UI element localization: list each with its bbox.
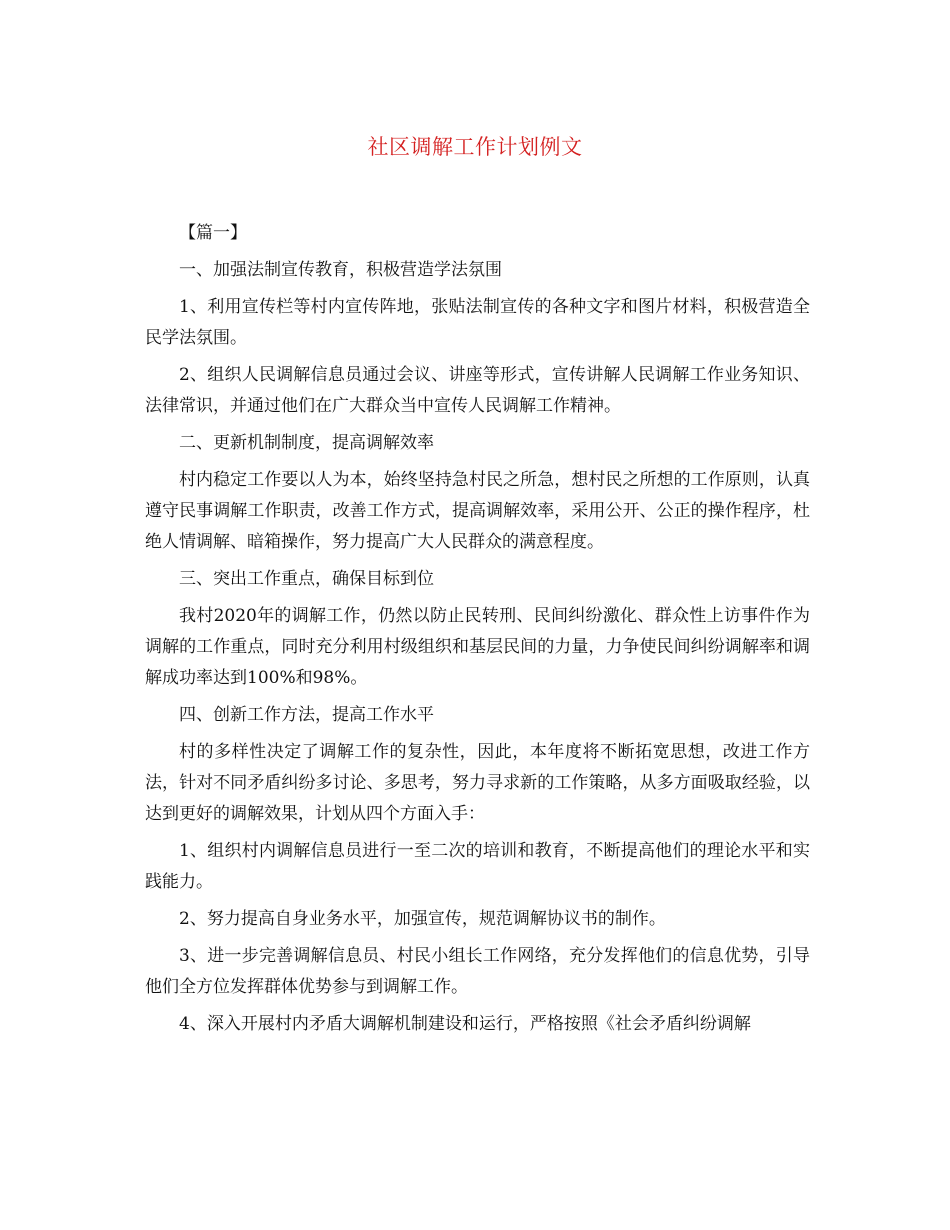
paragraph: 2、组织人民调解信息员通过会议、讲座等形式，宣传讲解人民调解工作业务知识、法律常识，并通过他们在广大群众当中宣传人民调解工作精神。 xyxy=(145,365,810,416)
paragraph: 1、利用宣传栏等村内宣传阵地，张贴法制宣传的各种文字和图片材料，积极营造全民学法氛围。 xyxy=(145,297,810,348)
section-label: 【篇一】 xyxy=(179,223,247,243)
paragraph: 1、组织村内调解信息员进行一至二次的培训和教育，不断提高他们的理论水平和实践能力。 xyxy=(145,841,810,892)
paragraph: 3、进一步完善调解信息员、村民小组长工作网络，充分发挥他们的信息优势，引导他们全方位发挥群体优势参与到调解工作。 xyxy=(145,946,810,997)
heading-3: 三、突出工作重点，确保目标到位 xyxy=(179,569,434,589)
document-body xyxy=(145,218,810,1046)
paragraph: 村的多样性决定了调解工作的复杂性，因此，本年度将不断拓宽思想，改进工作方法，针对不同矛盾纠纷多讨论、多思考，努力寻求新的工作策略，从多方面吸取经验，以达到更好的调解效果，计划从四个方面入手： xyxy=(145,742,810,824)
paragraph: 2、努力提高自身业务水平，加强宣传，规范调解协议书的制作。 xyxy=(179,909,666,929)
heading-4: 四、创新工作方法，提高工作水平 xyxy=(179,705,434,725)
document-title: 社区调解工作计划例文 xyxy=(367,135,583,159)
paragraph: 我村2020年的调解工作，仍然以防止民转刑、民间纠纷激化、群众性上访事件作为调解的工作重点，同时充分利用村级组织和基层民间的力量，力争使民间纠纷调解率和调解成功率达到100%和98%。 xyxy=(145,606,810,688)
heading-1: 一、加强法制宣传教育，积极营造学法氛围 xyxy=(179,260,502,280)
heading-2: 二、更新机制制度，提高调解效率 xyxy=(179,433,434,453)
paragraph: 村内稳定工作要以人为本，始终坚持急村民之所急，想村民之所想的工作原则，认真遵守民事调解工作职责，改善工作方式，提高调解效率，采用公开、公正的操作程序，杜绝人情调解、暗箱操作，努力提高广大人民群众的满意程度。 xyxy=(145,470,810,552)
paragraph: 4、深入开展村内矛盾大调解机制建设和运行，严格按照《社会矛盾纠纷调解 xyxy=(179,1014,751,1034)
